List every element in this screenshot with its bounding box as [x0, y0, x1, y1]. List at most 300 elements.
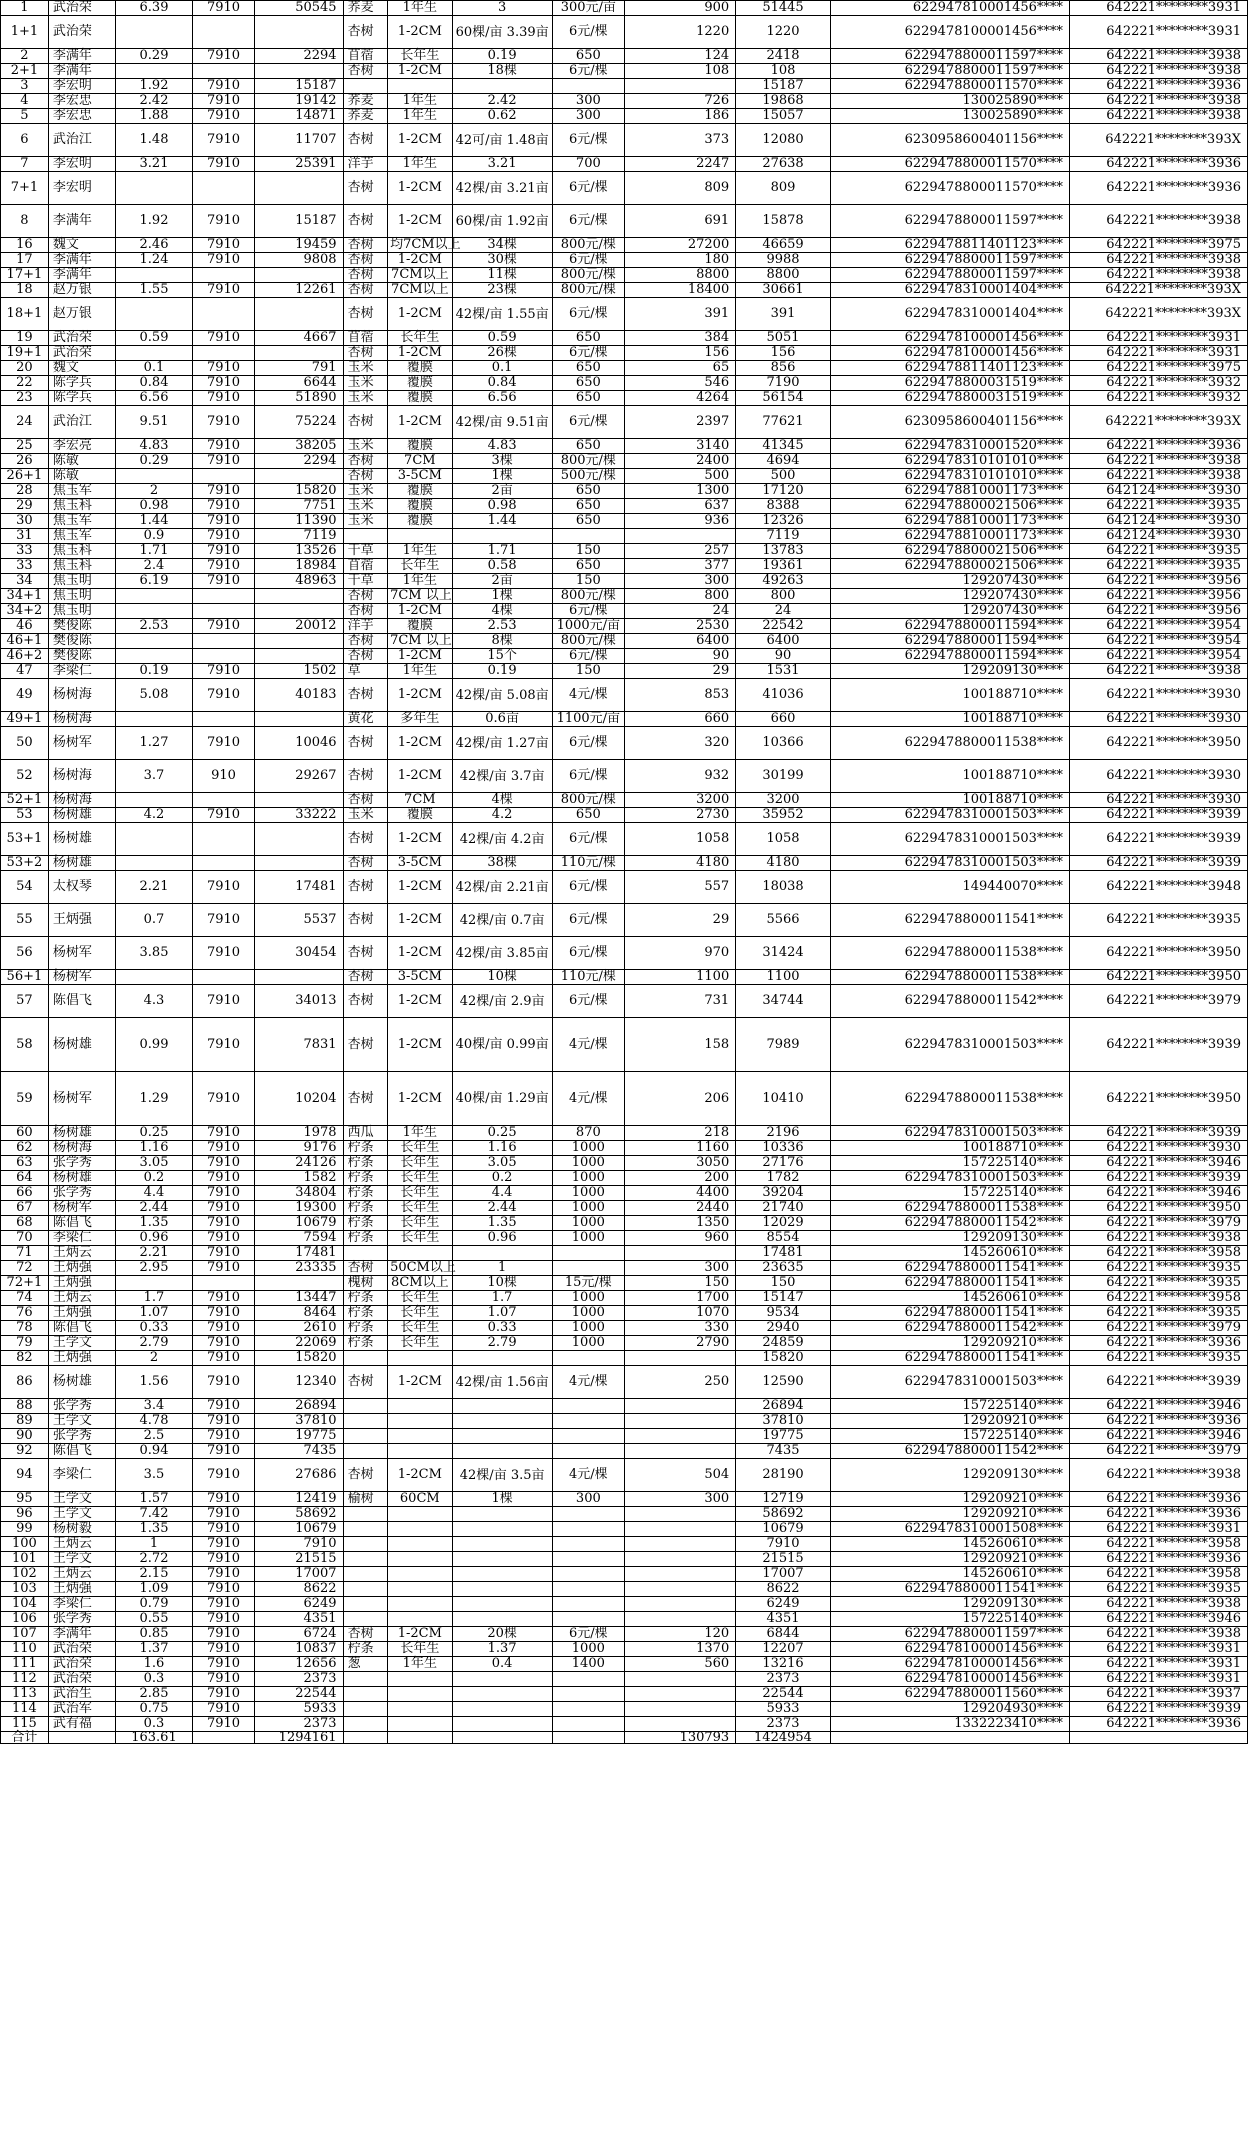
crop-spec — [388, 1717, 453, 1732]
row-index: 113 — [1, 1687, 49, 1702]
crop-quantity: 0.59 — [452, 331, 552, 346]
table-row — [1, 1567, 1248, 1582]
land-area: 0.96 — [115, 1231, 193, 1246]
row-total: 6400 — [736, 634, 831, 649]
land-area: 1.92 — [115, 205, 193, 238]
crop-type: 柠条 — [343, 1201, 387, 1216]
table-row — [1, 823, 1248, 856]
row-index: 1+1 — [1, 16, 49, 49]
table-row — [1, 238, 1248, 253]
bank-account: 6229478800011570**** — [830, 172, 1069, 205]
crop-price: 650 — [552, 361, 624, 376]
crop-type: 荞麦 — [343, 94, 387, 109]
unit-price — [193, 712, 254, 727]
crop-amount: 1300 — [624, 484, 735, 499]
land-amount: 33222 — [254, 808, 343, 823]
farmer-name: 太权琴 — [48, 871, 115, 904]
row-index: 54 — [1, 871, 49, 904]
crop-quantity: 42棵/亩 1.55亩 — [452, 298, 552, 331]
crop-price: 6元/棵 — [552, 823, 624, 856]
unit-price: 7910 — [193, 1627, 254, 1642]
row-index: 23 — [1, 391, 49, 406]
crop-quantity: 1.44 — [452, 514, 552, 529]
crop-price: 6元/棵 — [552, 649, 624, 664]
bank-account: 6229478800011542**** — [830, 1321, 1069, 1336]
row-index: 34+1 — [1, 589, 49, 604]
crop-price: 800元/棵 — [552, 238, 624, 253]
crop-amount — [624, 1672, 735, 1687]
crop-quantity: 1.35 — [452, 1216, 552, 1231]
land-area: 3.21 — [115, 157, 193, 172]
crop-amount: 1070 — [624, 1306, 735, 1321]
unit-price: 7910 — [193, 499, 254, 514]
row-index: 102 — [1, 1567, 49, 1582]
crop-type — [343, 1567, 387, 1582]
crop-quantity: 40棵/亩 1.29亩 — [452, 1072, 552, 1126]
land-amount: 25391 — [254, 157, 343, 172]
table-row — [1, 1642, 1248, 1657]
row-index: 92 — [1, 1444, 49, 1459]
crop-quantity: 0.62 — [452, 109, 552, 124]
crop-quantity: 3.21 — [452, 157, 552, 172]
bank-account: 157225140**** — [830, 1612, 1069, 1627]
crop-price: 800元/棵 — [552, 589, 624, 604]
crop-price — [552, 1522, 624, 1537]
crop-amount: 257 — [624, 544, 735, 559]
crop-price: 1100元/亩 — [552, 712, 624, 727]
row-index: 30 — [1, 514, 49, 529]
crop-amount — [624, 1612, 735, 1627]
unit-price: 7910 — [193, 1657, 254, 1672]
crop-price: 1400 — [552, 1657, 624, 1672]
id-number: 642221********3935 — [1069, 544, 1247, 559]
crop-spec: 7CM — [388, 454, 453, 469]
table-row — [1, 484, 1248, 499]
crop-type: 苜蓿 — [343, 331, 387, 346]
crop-spec: 长年生 — [388, 1186, 453, 1201]
row-total: 15878 — [736, 205, 831, 238]
crop-amount: 200 — [624, 1171, 735, 1186]
id-number: 642221********3939 — [1069, 1171, 1247, 1186]
crop-spec: 长年生 — [388, 331, 453, 346]
bank-account: 6229478800011594**** — [830, 619, 1069, 634]
row-index: 74 — [1, 1291, 49, 1306]
farmer-name: 杨树雄 — [48, 1126, 115, 1141]
crop-amount: 809 — [624, 172, 735, 205]
crop-quantity: 1.71 — [452, 544, 552, 559]
land-amount: 12656 — [254, 1657, 343, 1672]
crop-type — [343, 1717, 387, 1732]
crop-spec: 1-2CM — [388, 1627, 453, 1642]
crop-amount — [624, 529, 735, 544]
crop-amount: 2730 — [624, 808, 735, 823]
row-index: 82 — [1, 1351, 49, 1366]
land-area — [115, 172, 193, 205]
crop-spec: 1-2CM — [388, 205, 453, 238]
row-total: 21740 — [736, 1201, 831, 1216]
bank-account: 6229478310001520**** — [830, 439, 1069, 454]
crop-spec: 1-2CM — [388, 985, 453, 1018]
row-total: 19868 — [736, 94, 831, 109]
bank-account: 6229478310001404**** — [830, 298, 1069, 331]
row-total: 5051 — [736, 331, 831, 346]
land-area: 1 — [115, 1537, 193, 1552]
crop-type: 西瓜 — [343, 1126, 387, 1141]
crop-type: 杏树 — [343, 469, 387, 484]
crop-type: 杏树 — [343, 970, 387, 985]
unit-price: 7910 — [193, 1687, 254, 1702]
crop-quantity: 0.96 — [452, 1231, 552, 1246]
table-row — [1, 1444, 1248, 1459]
crop-amount: 1160 — [624, 1141, 735, 1156]
id-number: 642221********3936 — [1069, 1336, 1247, 1351]
land-amount: 10204 — [254, 1072, 343, 1126]
crop-type: 玉米 — [343, 499, 387, 514]
unit-price: 7910 — [193, 1672, 254, 1687]
table-row — [1, 205, 1248, 238]
land-amount: 6644 — [254, 376, 343, 391]
id-number: 642221********3979 — [1069, 985, 1247, 1018]
unit-price — [193, 1276, 254, 1291]
crop-amount: 6400 — [624, 634, 735, 649]
bank-account: 6229478310001404**** — [830, 283, 1069, 298]
land-area: 7.42 — [115, 1507, 193, 1522]
id-number: 642221********3946 — [1069, 1156, 1247, 1171]
crop-type: 柠条 — [343, 1231, 387, 1246]
crop-quantity: 15个 — [452, 649, 552, 664]
bank-account: 145260610**** — [830, 1291, 1069, 1306]
unit-price: 7910 — [193, 1186, 254, 1201]
table-row — [1, 649, 1248, 664]
farmer-name: 焦玉明 — [48, 574, 115, 589]
farmer-name: 李梁仁 — [48, 664, 115, 679]
land-amount: 34013 — [254, 985, 343, 1018]
id-number: 642221********3931 — [1069, 1672, 1247, 1687]
crop-quantity: 1棵 — [452, 469, 552, 484]
crop-quantity: 60棵/亩 3.39亩 — [452, 16, 552, 49]
land-area — [115, 16, 193, 49]
crop-quantity: 0.98 — [452, 499, 552, 514]
crop-spec: 8CM以上 — [388, 1276, 453, 1291]
crop-price: 1000 — [552, 1291, 624, 1306]
table-row — [1, 808, 1248, 823]
table-body — [1, 1, 1248, 1732]
crop-spec: 1-2CM — [388, 406, 453, 439]
crop-quantity: 42可/亩 1.48亩 — [452, 124, 552, 157]
crop-amount: 373 — [624, 124, 735, 157]
crop-quantity: 0.25 — [452, 1126, 552, 1141]
farmer-name: 王炳强 — [48, 1351, 115, 1366]
land-area — [115, 793, 193, 808]
crop-spec: 1-2CM — [388, 346, 453, 361]
row-index: 49 — [1, 679, 49, 712]
row-index: 112 — [1, 1672, 49, 1687]
row-total: 800 — [736, 589, 831, 604]
crop-quantity: 4棵 — [452, 604, 552, 619]
land-area: 1.7 — [115, 1291, 193, 1306]
crop-spec — [388, 1567, 453, 1582]
crop-spec: 60CM — [388, 1492, 453, 1507]
crop-amount: 731 — [624, 985, 735, 1018]
id-number: 642221********3939 — [1069, 1366, 1247, 1399]
farmer-name: 王学文 — [48, 1336, 115, 1351]
table-row — [1, 937, 1248, 970]
row-total: 15820 — [736, 1351, 831, 1366]
row-index: 86 — [1, 1366, 49, 1399]
crop-type: 杏树 — [343, 1018, 387, 1072]
table-row — [1, 1537, 1248, 1552]
row-total: 77621 — [736, 406, 831, 439]
farmer-name: 赵万银 — [48, 283, 115, 298]
crop-type: 玉米 — [343, 439, 387, 454]
unit-price — [193, 346, 254, 361]
crop-spec: 1年生 — [388, 544, 453, 559]
unit-price: 7910 — [193, 484, 254, 499]
land-amount: 24126 — [254, 1156, 343, 1171]
crop-spec: 1年生 — [388, 109, 453, 124]
crop-spec: 1-2CM — [388, 904, 453, 937]
crop-amount: 108 — [624, 64, 735, 79]
land-area: 2.46 — [115, 238, 193, 253]
land-amount — [254, 634, 343, 649]
crop-price — [552, 1612, 624, 1627]
farmer-name: 武治荣 — [48, 1672, 115, 1687]
land-amount — [254, 589, 343, 604]
farmer-name: 杨树雄 — [48, 823, 115, 856]
bank-account: 129209210**** — [830, 1414, 1069, 1429]
bank-account: 157225140**** — [830, 1429, 1069, 1444]
unit-price: 7910 — [193, 1537, 254, 1552]
bank-account: 6229478800011542**** — [830, 1444, 1069, 1459]
crop-quantity — [452, 1702, 552, 1717]
crop-type — [343, 1507, 387, 1522]
farmer-name: 王炳强 — [48, 1582, 115, 1597]
crop-type: 干草 — [343, 544, 387, 559]
crop-quantity: 1棵 — [452, 589, 552, 604]
crop-price: 300元/亩 — [552, 1, 624, 16]
unit-price: 7910 — [193, 94, 254, 109]
row-index: 19+1 — [1, 346, 49, 361]
land-amount: 9808 — [254, 253, 343, 268]
crop-type — [343, 1444, 387, 1459]
farmer-name: 张学秀 — [48, 1612, 115, 1627]
crop-quantity — [452, 1507, 552, 1522]
crop-type — [343, 1246, 387, 1261]
id-number: 642221********3956 — [1069, 604, 1247, 619]
farmer-name: 张学秀 — [48, 1429, 115, 1444]
crop-price: 6元/棵 — [552, 253, 624, 268]
farmer-name: 焦玉科 — [48, 499, 115, 514]
table-row — [1, 1492, 1248, 1507]
row-index: 96 — [1, 1507, 49, 1522]
table-row — [1, 1366, 1248, 1399]
table-row — [1, 172, 1248, 205]
farmer-name: 武治军 — [48, 1702, 115, 1717]
unit-price: 7910 — [193, 1216, 254, 1231]
land-amount: 2373 — [254, 1717, 343, 1732]
crop-type: 玉米 — [343, 361, 387, 376]
bank-account: 6229478800011597**** — [830, 253, 1069, 268]
land-area: 5.08 — [115, 679, 193, 712]
table-row — [1, 1336, 1248, 1351]
id-number: 642221********3975 — [1069, 361, 1247, 376]
unit-price: 7910 — [193, 871, 254, 904]
table-row — [1, 1186, 1248, 1201]
crop-amount — [624, 1687, 735, 1702]
table-row — [1, 298, 1248, 331]
crop-quantity: 20棵 — [452, 1627, 552, 1642]
crop-spec — [388, 1597, 453, 1612]
farmer-name: 焦玉明 — [48, 589, 115, 604]
unit-price: 7910 — [193, 331, 254, 346]
crop-amount: 320 — [624, 727, 735, 760]
crop-amount — [624, 1702, 735, 1717]
land-amount — [254, 712, 343, 727]
crop-spec: 1-2CM — [388, 253, 453, 268]
row-total: 10366 — [736, 727, 831, 760]
crop-price — [552, 79, 624, 94]
crop-type: 杏树 — [343, 904, 387, 937]
bank-account: 6229478310001503**** — [830, 1018, 1069, 1072]
farmer-name: 王炳云 — [48, 1567, 115, 1582]
row-total: 13216 — [736, 1657, 831, 1672]
row-index: 46+1 — [1, 634, 49, 649]
land-area: 1.48 — [115, 124, 193, 157]
land-amount: 10679 — [254, 1216, 343, 1231]
row-total: 12719 — [736, 1492, 831, 1507]
crop-spec — [388, 1687, 453, 1702]
crop-spec: 长年生 — [388, 1336, 453, 1351]
unit-price — [193, 856, 254, 871]
row-total: 12590 — [736, 1366, 831, 1399]
crop-price: 1000 — [552, 1321, 624, 1336]
id-number: 642221********3975 — [1069, 238, 1247, 253]
crop-spec: 1-2CM — [388, 64, 453, 79]
crop-price: 1000 — [552, 1231, 624, 1246]
crop-spec — [388, 1702, 453, 1717]
farmer-name: 赵万银 — [48, 298, 115, 331]
crop-spec — [388, 1552, 453, 1567]
id-number: 642221********3938 — [1069, 1459, 1247, 1492]
farmer-name: 焦玉科 — [48, 544, 115, 559]
crop-amount — [624, 1552, 735, 1567]
row-total: 18038 — [736, 871, 831, 904]
unit-price: 7910 — [193, 1444, 254, 1459]
land-area: 2.21 — [115, 1246, 193, 1261]
unit-price: 7910 — [193, 1552, 254, 1567]
crop-quantity: 1.37 — [452, 1642, 552, 1657]
crop-quantity: 1.07 — [452, 1306, 552, 1321]
farmer-name: 陈倡飞 — [48, 1321, 115, 1336]
land-amount: 5933 — [254, 1702, 343, 1717]
crop-type — [343, 1597, 387, 1612]
id-number: 642221********393X — [1069, 406, 1247, 439]
id-number: 642221********3935 — [1069, 904, 1247, 937]
unit-price: 7910 — [193, 406, 254, 439]
farmer-name: 杨树雄 — [48, 1171, 115, 1186]
crop-amount: 377 — [624, 559, 735, 574]
farmer-name: 李满年 — [48, 49, 115, 64]
crop-quantity: 34棵 — [452, 238, 552, 253]
farmer-name: 焦玉科 — [48, 559, 115, 574]
row-total: 1782 — [736, 1171, 831, 1186]
farmer-name: 王炳云 — [48, 1537, 115, 1552]
farmer-name: 武有福 — [48, 1717, 115, 1732]
crop-price: 150 — [552, 574, 624, 589]
land-area: 0.19 — [115, 664, 193, 679]
row-total: 5566 — [736, 904, 831, 937]
crop-type: 杏树 — [343, 172, 387, 205]
land-amount: 12419 — [254, 1492, 343, 1507]
crop-type: 杏树 — [343, 1072, 387, 1126]
id-number: 642221********3958 — [1069, 1291, 1247, 1306]
crop-price — [552, 1261, 624, 1276]
unit-price: 7910 — [193, 1156, 254, 1171]
crop-amount: 800 — [624, 589, 735, 604]
unit-price: 7910 — [193, 1399, 254, 1414]
table-row — [1, 727, 1248, 760]
row-index: 72 — [1, 1261, 49, 1276]
row-total: 12029 — [736, 1216, 831, 1231]
crop-amount: 500 — [624, 469, 735, 484]
id-number: 642221********3950 — [1069, 1201, 1247, 1216]
unit-price: 7910 — [193, 79, 254, 94]
land-area — [115, 712, 193, 727]
land-amount: 11390 — [254, 514, 343, 529]
row-index: 28 — [1, 484, 49, 499]
crop-quantity: 42棵/亩 2.9亩 — [452, 985, 552, 1018]
crop-type: 草 — [343, 664, 387, 679]
land-area — [115, 649, 193, 664]
bank-account: 6229478800011538**** — [830, 970, 1069, 985]
land-amount — [254, 823, 343, 856]
unit-price: 7910 — [193, 1459, 254, 1492]
crop-type: 杏树 — [343, 124, 387, 157]
row-total: 56154 — [736, 391, 831, 406]
row-total: 809 — [736, 172, 831, 205]
land-area: 0.75 — [115, 1702, 193, 1717]
unit-price: 7910 — [193, 1321, 254, 1336]
crop-quantity — [452, 79, 552, 94]
row-index: 79 — [1, 1336, 49, 1351]
crop-type: 柠条 — [343, 1321, 387, 1336]
land-amount: 6724 — [254, 1627, 343, 1642]
row-index: 59 — [1, 1072, 49, 1126]
id-number: 642221********3935 — [1069, 1351, 1247, 1366]
row-index: 49+1 — [1, 712, 49, 727]
crop-price: 650 — [552, 484, 624, 499]
land-amount: 75224 — [254, 406, 343, 439]
unit-price: 7910 — [193, 1597, 254, 1612]
land-area: 2 — [115, 1351, 193, 1366]
row-total: 8622 — [736, 1582, 831, 1597]
land-area: 4.4 — [115, 1186, 193, 1201]
land-amount — [254, 298, 343, 331]
table-row — [1, 793, 1248, 808]
id-number: 642221********3935 — [1069, 559, 1247, 574]
unit-price: 7910 — [193, 1702, 254, 1717]
crop-price: 1000 — [552, 1186, 624, 1201]
crop-price — [552, 1717, 624, 1732]
crop-amount: 124 — [624, 49, 735, 64]
land-amount: 19142 — [254, 94, 343, 109]
crop-price — [552, 1672, 624, 1687]
bank-account: 6230958600401156**** — [830, 124, 1069, 157]
crop-amount — [624, 1597, 735, 1612]
farmer-name: 张学秀 — [48, 1156, 115, 1171]
crop-spec — [388, 1522, 453, 1537]
farmer-name: 李宏忠 — [48, 94, 115, 109]
